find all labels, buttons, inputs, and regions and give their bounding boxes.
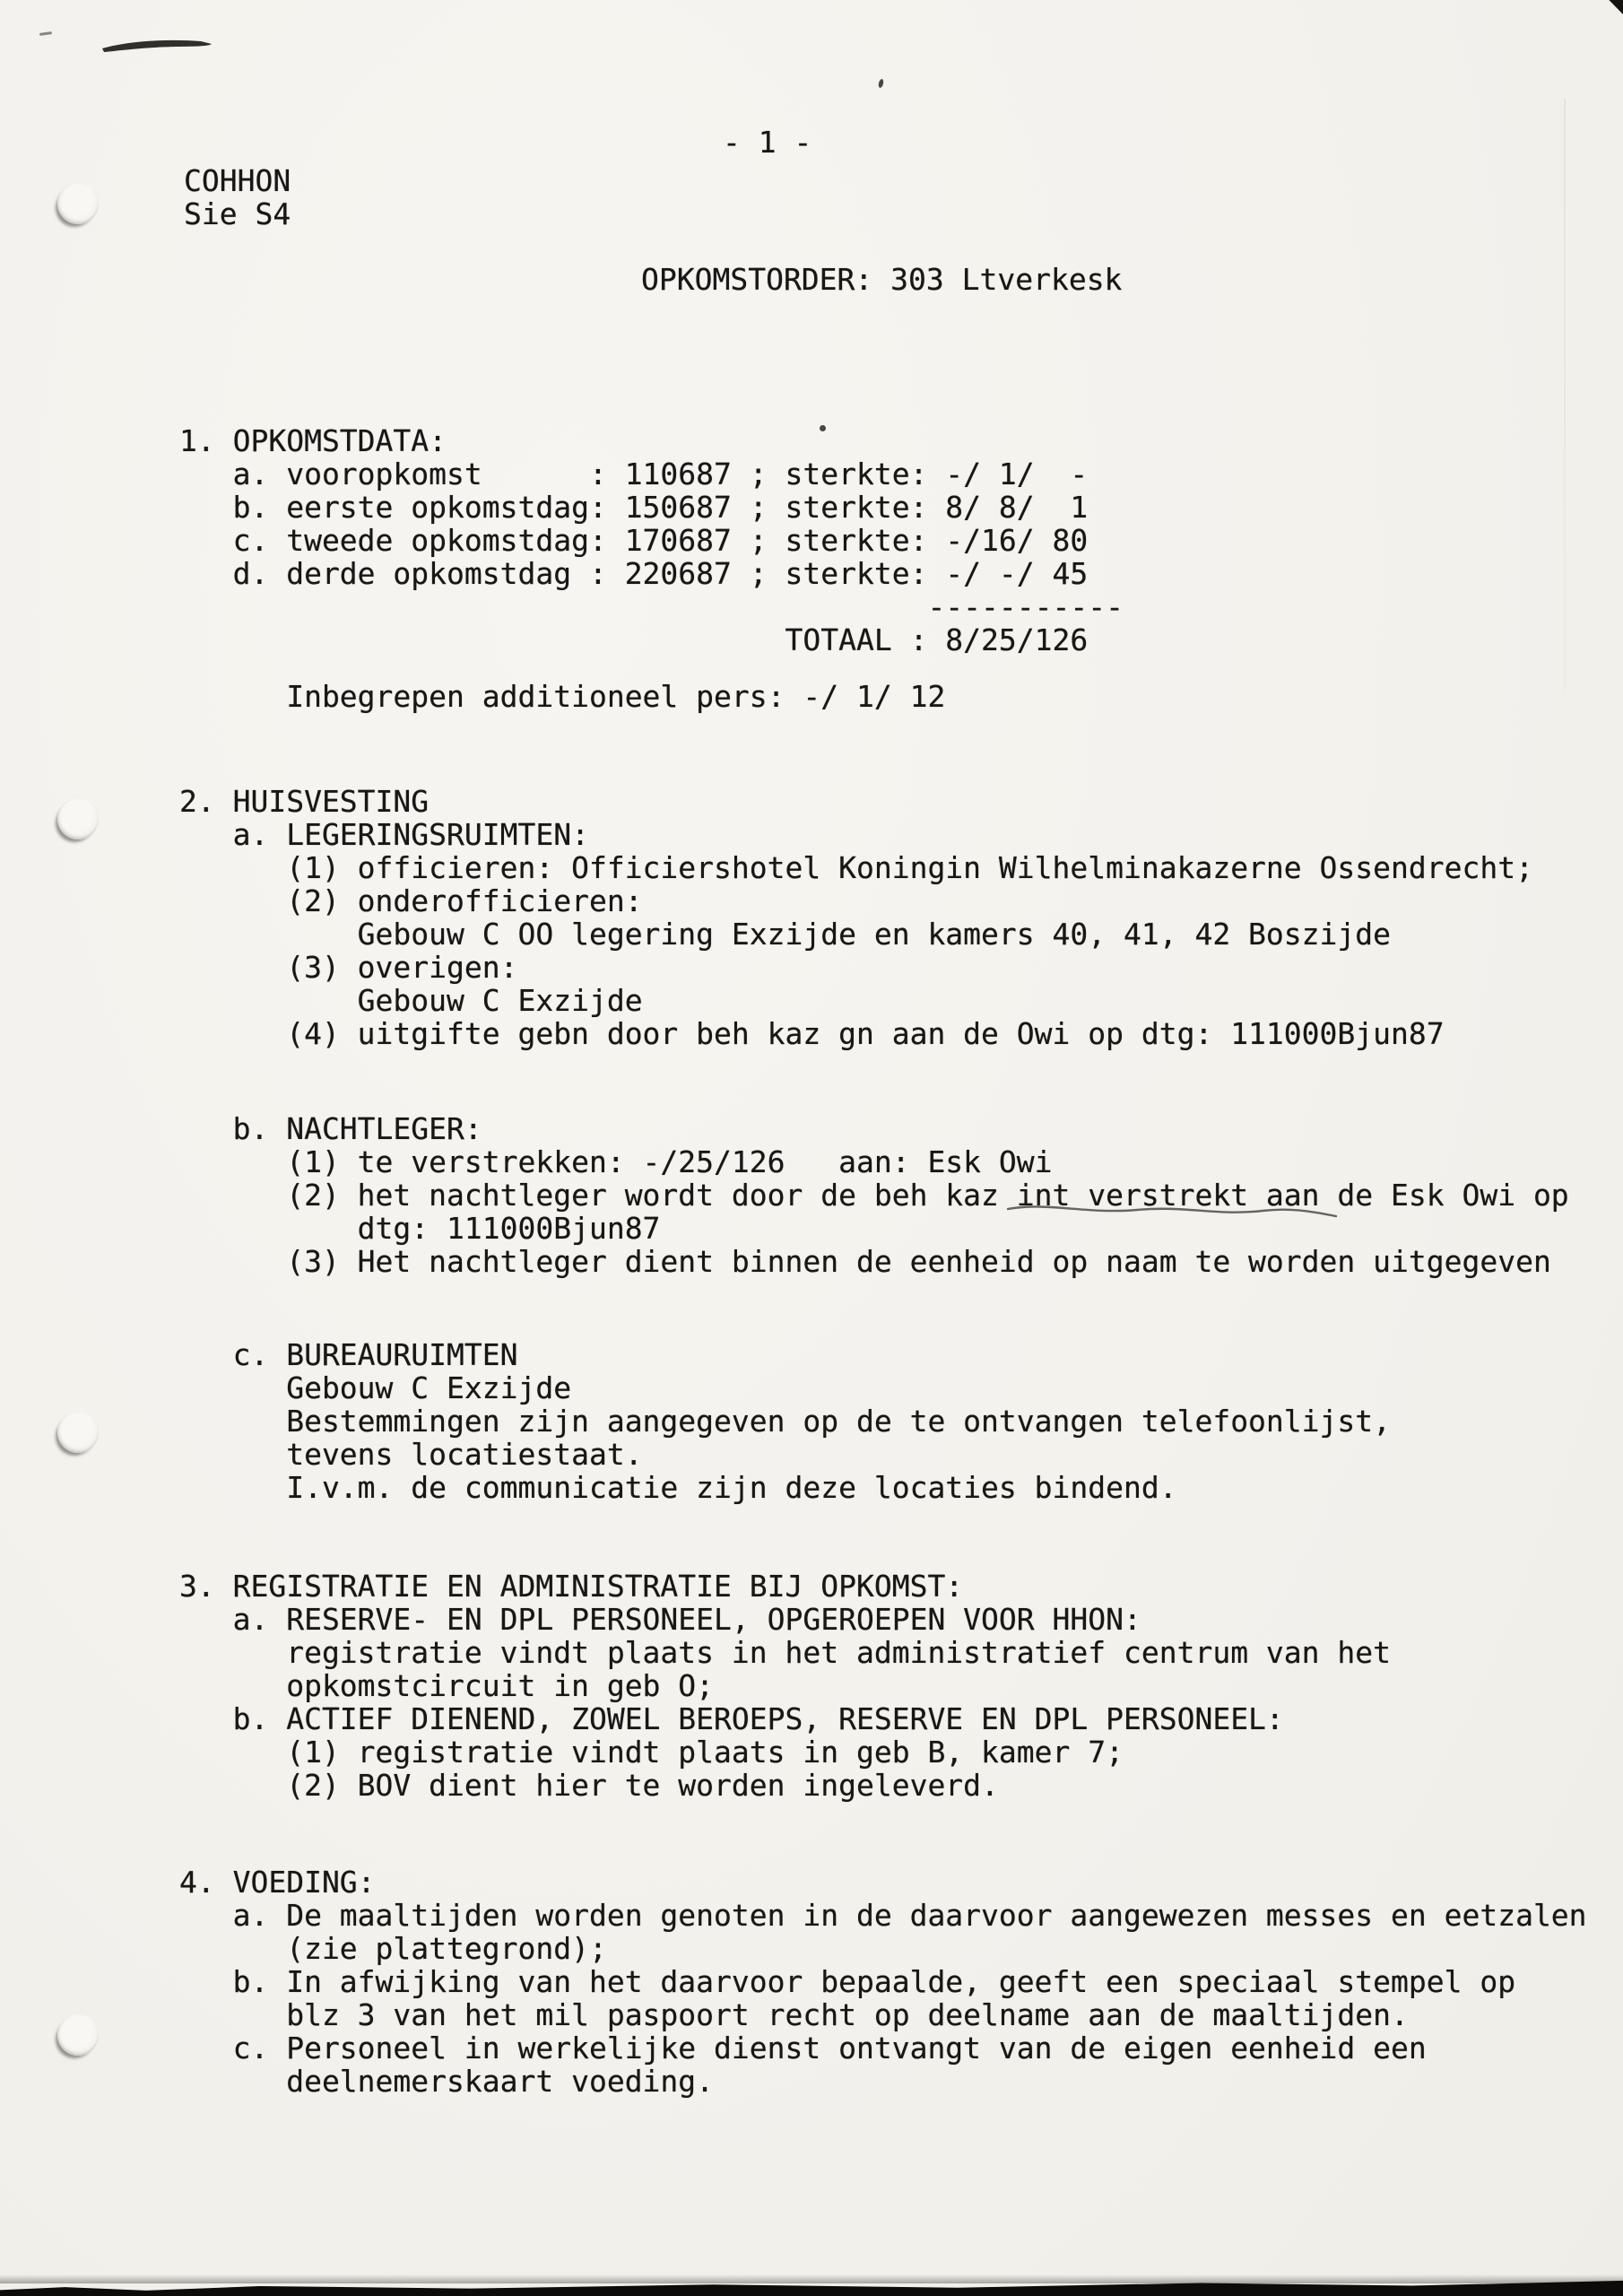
document-line: Bestemmingen zijn aangegeven op de te ontvangen telefoonlijst, (179, 1404, 1392, 1439)
document-line: I.v.m. de communicatie zijn deze locaties bindend. (179, 1470, 1177, 1505)
document-line: (1) officieren: Officiershotel Koningin Wilhelminakazerne Ossendrecht; (179, 850, 1533, 885)
punch-hole (57, 183, 99, 224)
punch-hole (57, 2014, 99, 2056)
scan-corner-mark (1601, 0, 1623, 14)
document-line: (zie plattegrond); (179, 1931, 607, 1966)
document-line: Inbegrepen additioneel pers: -/ 1/ 12 (179, 679, 946, 714)
document-line: b. NACHTLEGER: (179, 1111, 482, 1146)
document-line: a. De maaltijden worden genoten in de daarvoor aangewezen messes en eetzalen (179, 1898, 1587, 1933)
document-line: registratie vindt plaats in het administratief centrum van het (179, 1635, 1392, 1670)
document-line: b. In afwijking van het daarvoor bepaalde, geeft een speciaal stempel op (179, 1964, 1516, 1999)
subsection-nachtleger (179, 1112, 1569, 1278)
document-line: (4) uitgifte gebn door beh kaz gn aan de Owi op dtg: 111000Bjun87 (179, 1016, 1445, 1051)
order-reference-line: OPKOMSTORDER: 303 Ltverkesk (641, 262, 1123, 297)
document-line: a. RESERVE- EN DPL PERSONEEL, OPGEROEPEN VOOR HHON: (179, 1602, 1141, 1637)
document-line: 3. REGISTRATIE EN ADMINISTRATIE BIJ OPKOMST: (179, 1569, 964, 1604)
document-line: (3) overigen: (179, 950, 518, 985)
section-voeding (179, 1866, 1587, 2098)
handwritten-underline (1002, 1198, 1343, 1222)
section-registratie (179, 1570, 1391, 1802)
document-line: Sie S4 (184, 196, 291, 231)
document-line: b. ACTIEF DIENEND, ZOWEL BEROEPS, RESERVE EN DPL PERSONEEL: (179, 1701, 1284, 1736)
document-line: tevens locatiestaat. (179, 1437, 643, 1472)
document-line: 2. HUISVESTING (179, 784, 430, 819)
document-line: TOTAAL : 8/25/126 (179, 622, 1089, 657)
document-line: (1) te verstrekken: -/25/126 aan: Esk Owi (179, 1144, 1053, 1179)
note-additioneel-personeel (179, 680, 945, 713)
document-line: 1. OPKOMSTDATA: (179, 423, 447, 458)
document-line: (2) het nachtleger wordt door de beh kaz int verstrekt aan de Esk Owi op (179, 1178, 1569, 1213)
document-line: c. tweede opkomstdag: 170687 ; sterkte: -/16/ 80 (179, 523, 1089, 558)
document-line: d. derde opkomstdag : 220687 ; sterkte: -/ -/ 45 (179, 556, 1089, 591)
document-line: (3) Het nachtleger dient binnen de eenheid op naam te worden uitgegeven (179, 1244, 1551, 1279)
section-opkomstdata (179, 424, 1124, 657)
document-line: 4. VOEDING: (179, 1865, 376, 1900)
document-line: (2) BOV dient hier te worden ingeleverd. (179, 1768, 999, 1803)
document-line: a. LEGERINGSRUIMTEN: (179, 817, 589, 852)
section-huisvesting (179, 785, 1533, 1050)
document-line: (2) onderofficieren: (179, 883, 643, 918)
letterhead (184, 164, 291, 230)
document-line: COHHON (184, 163, 291, 198)
document-line: blz 3 van het mil paspoort recht op deelname aan de maaltijden. (179, 1997, 1409, 2032)
document-line: opkomstcircuit in geb O; (179, 1668, 715, 1703)
document-line: dtg: 111000Bjun87 (179, 1211, 661, 1246)
document-line: deelnemerskaart voeding. (179, 2064, 715, 2099)
document-line: (1) registratie vindt plaats in geb B, kamer 7; (179, 1735, 1124, 1770)
document-line: Gebouw C Exzijde (179, 1370, 572, 1405)
document-line: Gebouw C Exzijde (179, 983, 643, 1018)
document-line: Gebouw C OO legering Exzijde en kamers 40, 41, 42 Boszijde (179, 917, 1392, 952)
ink-speck (39, 31, 52, 36)
punch-hole (57, 798, 99, 839)
document-line: c. BUREAURUIMTEN (179, 1337, 518, 1372)
pen-stroke-mark (99, 34, 217, 57)
paper-crease (1564, 99, 1566, 691)
page-number: - 1 - (723, 125, 812, 160)
subsection-bureauruimten (179, 1338, 1391, 1504)
scan-edge-smear (0, 2274, 1623, 2283)
ink-speck (878, 79, 884, 89)
document-line: b. eerste opkomstdag: 150687 ; sterkte: 8/ 8/ 1 (179, 490, 1089, 525)
document-line: a. vooropkomst : 110687 ; sterkte: -/ 1/ - (179, 457, 1089, 491)
punch-hole (57, 1412, 99, 1453)
document-line: ----------- (179, 589, 1124, 624)
document-line: c. Personeel in werkelijke dienst ontvangt van de eigen eenheid een (179, 2031, 1427, 2066)
